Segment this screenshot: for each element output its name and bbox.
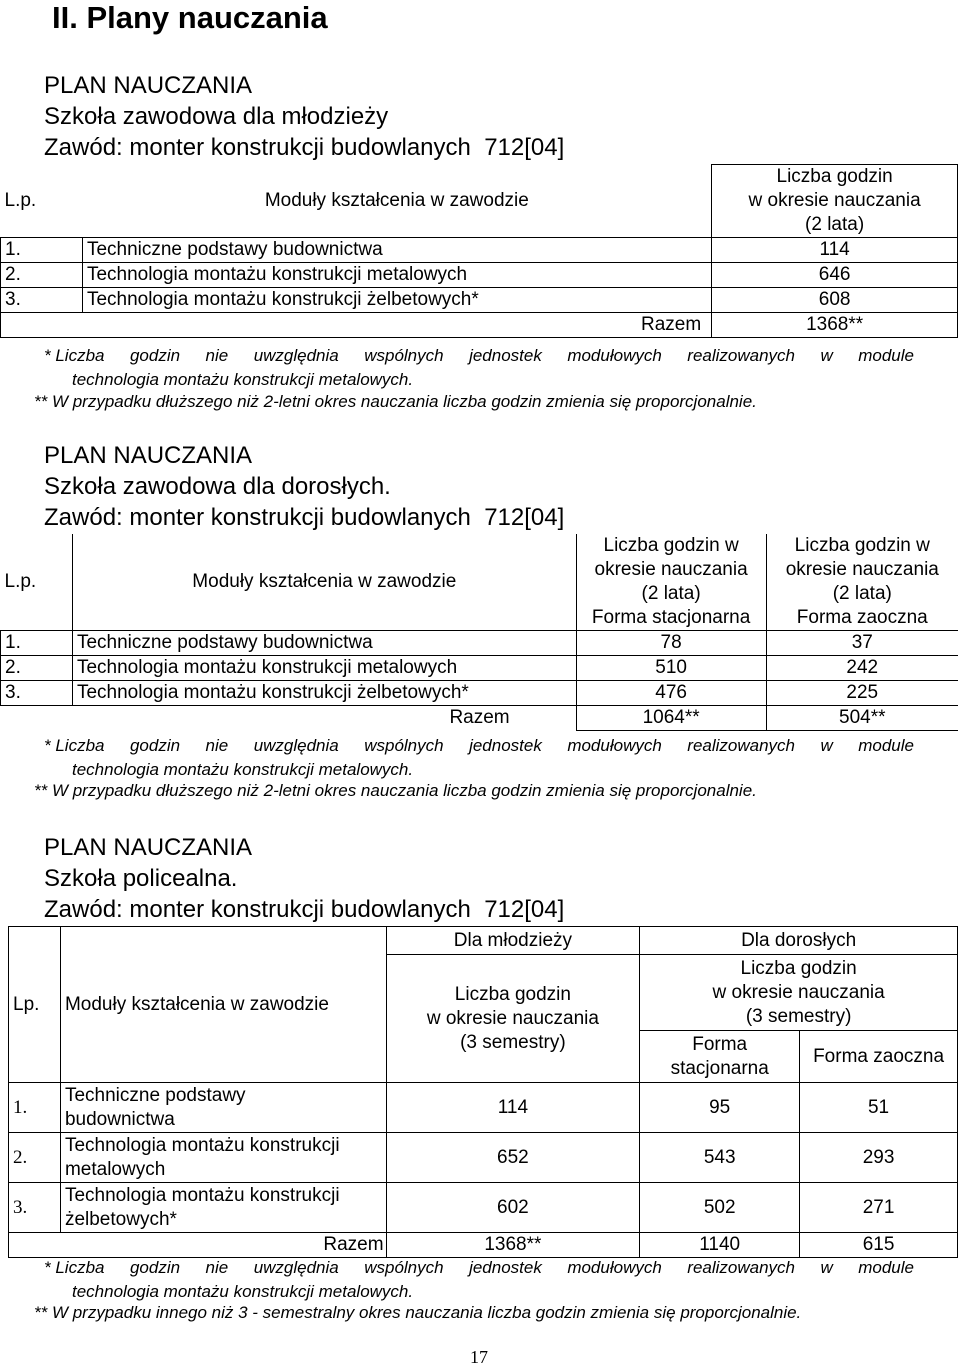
- note-word: nie: [205, 346, 229, 365]
- plan1-total-label: Razem: [1, 313, 712, 338]
- plan1-row1-hours: 114: [712, 238, 958, 263]
- plan1-note1-line2: technologia montażu konstrukcji metalowych.: [72, 370, 414, 389]
- plan3-note1-line1: [44, 1256, 914, 1280]
- plan1-col-hours-l2: w okresie nauczania: [748, 190, 921, 211]
- plan2-row3-b: 225: [766, 681, 958, 706]
- plan1-row1-name: Techniczne podstawy budownictwa: [82, 238, 711, 263]
- note-word: * Liczba: [44, 736, 105, 755]
- plan1-row3-lp: 3.: [1, 288, 83, 313]
- plan1-note1: [44, 344, 914, 392]
- plan3-row2-youth: 652: [386, 1133, 640, 1183]
- plan3-total-youth: 1368**: [386, 1233, 640, 1258]
- plan1-note2: ** W przypadku dłuższego niż 2-letni okres nauczania liczba godzin zmienia się proporcjonalnie.: [34, 392, 757, 411]
- note-word: realizowanych: [687, 1258, 796, 1277]
- plan3-col-modules: Moduły kształcenia w zawodzie: [60, 927, 386, 1083]
- plan1-header-row: [1, 165, 958, 238]
- plan3-note1-line2: technologia montażu konstrukcji metalowych.: [72, 1282, 414, 1301]
- plan1-total-value: 1368**: [712, 313, 958, 338]
- plan1-table: [0, 164, 958, 338]
- plan1-note1-line1: [44, 344, 914, 368]
- plan3-table: [8, 926, 958, 1258]
- plan2-row1-b: 37: [766, 631, 958, 656]
- table-row: [1, 681, 959, 706]
- plan3-school: Szkoła policealna.: [44, 865, 238, 892]
- note-word: module: [858, 1258, 914, 1277]
- plan2-row1-a: 78: [576, 631, 766, 656]
- note-word: w: [820, 1258, 833, 1277]
- plan1-header: [44, 70, 564, 163]
- note-word: modułowych: [567, 1258, 662, 1277]
- plan2-total-label: Razem: [1, 706, 577, 731]
- plan3-total-stationary: 1140: [640, 1233, 800, 1258]
- page-number: 17: [470, 1347, 488, 1367]
- plan1-row2-name: Technologia montażu konstrukcji metalowych: [82, 263, 711, 288]
- plan2-heading: PLAN NAUCZANIA: [44, 442, 253, 469]
- plan2-header: [44, 440, 564, 533]
- plan2-total-b: 504**: [766, 706, 958, 731]
- plan2-table: [0, 534, 958, 731]
- plan3-row3-extramural: 271: [800, 1183, 958, 1233]
- note-word: godzin: [129, 1258, 181, 1277]
- plan3-note2: ** W przypadku innego niż 3 - semestralny okres nauczania liczba godzin zmienia się proporcjonalnie.: [34, 1303, 802, 1322]
- plan1-col-hours: [712, 165, 958, 238]
- note-word: * Liczba: [44, 1258, 105, 1277]
- plan1-col-hours-l3: (2 lata): [805, 214, 865, 235]
- section-title: II. Plany nauczania: [52, 0, 328, 35]
- plan3-youth-hours: [386, 955, 640, 1083]
- table-row: [1, 238, 958, 263]
- note-word: uwzględnia: [253, 346, 339, 365]
- plan3-group-youth: Dla młodzieży: [386, 927, 640, 955]
- plan3-group-row: [9, 927, 958, 955]
- note-word: godzin: [129, 346, 181, 365]
- plan3-total-row: [9, 1233, 958, 1258]
- table-row: [1, 631, 959, 656]
- note-word: module: [858, 346, 914, 365]
- plan2-school: Szkoła zawodowa dla dorosłych.: [44, 473, 391, 500]
- plan3-form-stat-l2: stacjonarna: [670, 1057, 769, 1079]
- note-word: uwzględnia: [253, 736, 339, 755]
- plan2-row1-name: Techniczne podstawy budownictwa: [72, 631, 576, 656]
- plan2-row3-a: 476: [576, 681, 766, 706]
- plan3-form-stationary: [640, 1031, 800, 1083]
- plan3-youth-l2: w okresie nauczania: [426, 1007, 599, 1029]
- plan1-total-row: [1, 313, 958, 338]
- plan2-note1-line2: technologia montażu konstrukcji metalowych.: [72, 760, 414, 779]
- plan3-form-stat-l1: Forma: [692, 1033, 748, 1055]
- plan1-school: Szkoła zawodowa dla młodzieży: [44, 103, 389, 130]
- plan3-note1: [44, 1256, 914, 1304]
- table-row: [9, 1183, 958, 1233]
- plan3-row1-name-l2: budownictwa: [64, 1108, 175, 1130]
- plan2-row2-lp: 2.: [1, 656, 73, 681]
- note-word: wspólnych: [364, 346, 444, 365]
- plan2-header-row: [1, 534, 959, 631]
- plan3-row1-name-l1: Techniczne podstawy: [64, 1084, 246, 1106]
- plan1-col-modules: Moduły kształcenia w zawodzie: [82, 165, 711, 238]
- plan2-note1-line1: [44, 734, 914, 758]
- plan3-header: [44, 832, 564, 925]
- plan3-row2-name-l1: Technologia montażu konstrukcji: [64, 1134, 340, 1156]
- plan2-col-a-l1: Liczba godzin w: [603, 535, 739, 556]
- plan3-row3-name: [60, 1183, 386, 1233]
- table-row: [9, 1133, 958, 1183]
- plan3-youth-l3: (3 semestry): [460, 1031, 566, 1053]
- plan2-total-a: 1064**: [576, 706, 766, 731]
- plan3-row2-name-l2: metalowych: [64, 1158, 166, 1180]
- plan2-profession: Zawód: monter konstrukcji budowlanych 712[04]: [44, 504, 565, 531]
- note-word: modułowych: [567, 346, 662, 365]
- plan3-heading: PLAN NAUCZANIA: [44, 834, 253, 861]
- plan3-row2-name: [60, 1133, 386, 1183]
- plan2-col-b-l2: okresie nauczania: [785, 559, 939, 580]
- plan3-row1-youth: 114: [386, 1083, 640, 1133]
- plan2-row1-lp: 1.: [1, 631, 73, 656]
- plan3-adults-l1: Liczba godzin: [740, 957, 857, 979]
- plan2-note2: ** W przypadku dłuższego niż 2-letni okres nauczania liczba godzin zmienia się proporcjonalnie.: [34, 781, 757, 800]
- plan2-total-row: [1, 706, 959, 731]
- note-word: nie: [205, 1258, 229, 1277]
- table-row: [1, 263, 958, 288]
- plan3-row3-stationary: 502: [640, 1183, 800, 1233]
- note-word: jednostek: [469, 736, 542, 755]
- plan2-col-b-l4: Forma zaoczna: [796, 607, 928, 628]
- plan2-col-stationary: [576, 534, 766, 631]
- plan3-row1-extramural: 51: [800, 1083, 958, 1133]
- plan3-row3-youth: 602: [386, 1183, 640, 1233]
- plan1-col-lp: L.p.: [4, 189, 37, 211]
- plan3-profession: Zawód: monter konstrukcji budowlanych 712[04]: [44, 896, 565, 923]
- plan2-col-extramural: [766, 534, 958, 631]
- plan2-row2-b: 242: [766, 656, 958, 681]
- table-row: [9, 1083, 958, 1133]
- plan3-group-adults: Dla dorosłych: [640, 927, 958, 955]
- note-word: uwzględnia: [253, 1258, 339, 1277]
- plan3-row3-name-l2: żelbetowych*: [64, 1208, 177, 1230]
- plan1-row3-hours: 608: [712, 288, 958, 313]
- note-word: w: [820, 346, 833, 365]
- plan3-form-extramural: Forma zaoczna: [800, 1031, 958, 1083]
- note-word: w: [820, 736, 833, 755]
- note-word: wspólnych: [364, 736, 444, 755]
- plan2-col-lp: L.p.: [1, 534, 73, 631]
- plan2-col-a-l2: okresie nauczania: [594, 559, 748, 580]
- note-word: godzin: [129, 736, 181, 755]
- note-word: * Liczba: [44, 346, 105, 365]
- note-word: realizowanych: [687, 346, 796, 365]
- plan2-col-a-l4: Forma stacjonarna: [591, 607, 751, 628]
- note-word: jednostek: [469, 346, 542, 365]
- table-row: [1, 656, 959, 681]
- note-word: module: [858, 736, 914, 755]
- plan2-row3-name: Technologia montażu konstrukcji żelbetowych*: [72, 681, 576, 706]
- plan3-row2-extramural: 293: [800, 1133, 958, 1183]
- plan1-heading: PLAN NAUCZANIA: [44, 72, 253, 99]
- note-word: wspólnych: [364, 1258, 444, 1277]
- plan1-col-hours-l1: Liczba godzin: [776, 166, 893, 187]
- plan2-col-modules: Moduły kształcenia w zawodzie: [72, 534, 576, 631]
- plan3-adults-l3: (3 semestry): [745, 1005, 852, 1027]
- plan3-row2-stationary: 543: [640, 1133, 800, 1183]
- note-word: realizowanych: [687, 736, 796, 755]
- plan2-col-b-l1: Liczba godzin w: [794, 535, 930, 556]
- plan3-adults-l2: w okresie nauczania: [712, 981, 885, 1003]
- plan1-profession: Zawód: monter konstrukcji budowlanych 712[04]: [44, 134, 565, 161]
- plan3-total-label: Razem: [9, 1233, 387, 1258]
- plan2-col-b-l3: (2 lata): [832, 583, 892, 604]
- plan3-total-extramural: 615: [800, 1233, 958, 1258]
- plan3-youth-l1: Liczba godzin: [454, 983, 571, 1005]
- plan3-row2-lp: 2.: [9, 1133, 61, 1183]
- plan2-row3-lp: 3.: [1, 681, 73, 706]
- note-word: jednostek: [469, 1258, 542, 1277]
- plan2-col-a-l3: (2 lata): [641, 583, 701, 604]
- note-word: modułowych: [567, 736, 662, 755]
- plan3-col-lp: Lp.: [9, 927, 61, 1083]
- table-row: [1, 288, 958, 313]
- plan1-row1-lp: 1.: [1, 238, 83, 263]
- note-word: nie: [205, 736, 229, 755]
- plan3-adults-hours: [640, 955, 958, 1031]
- plan2-row2-a: 510: [576, 656, 766, 681]
- plan3-row1-lp: 1.: [9, 1083, 61, 1133]
- plan2-row2-name: Technologia montażu konstrukcji metalowych: [72, 656, 576, 681]
- plan3-row1-name: [60, 1083, 386, 1133]
- plan3-row3-name-l1: Technologia montażu konstrukcji: [64, 1184, 340, 1206]
- plan1-row3-name: Technologia montażu konstrukcji żelbetowych*: [82, 288, 711, 313]
- plan2-note1: [44, 734, 914, 782]
- plan3-row3-lp: 3.: [9, 1183, 61, 1233]
- plan1-row2-lp: 2.: [1, 263, 83, 288]
- plan1-row2-hours: 646: [712, 263, 958, 288]
- plan3-row1-stationary: 95: [640, 1083, 800, 1133]
